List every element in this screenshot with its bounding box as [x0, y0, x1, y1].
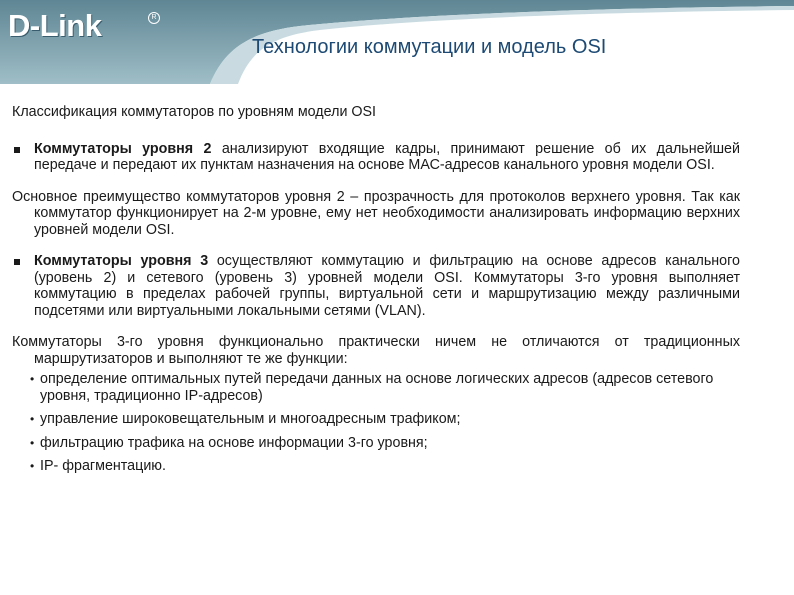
page-title: Технологии коммутации и модель OSI [252, 36, 607, 58]
list-item [30, 411, 740, 428]
dot-bullet-icon: • [30, 459, 35, 473]
registered-mark-icon: R [148, 12, 160, 24]
list-item [30, 371, 740, 404]
slide-content [12, 104, 740, 482]
bullet-layer2 [12, 141, 740, 174]
paragraph-layer3-functions [12, 334, 740, 367]
bullet-layer2-text: анализируют входящие кадры, принимают решение об их дальнейшей передаче и передают их пунктам назначения на основе МАС-адресов канального уровня модели OSI. [34, 140, 740, 173]
square-bullet-icon [14, 147, 20, 153]
functions-list [30, 371, 740, 475]
paragraph-layer2-advantage [12, 189, 740, 239]
dot-bullet-icon: • [30, 412, 35, 426]
dot-bullet-icon: • [30, 435, 35, 450]
section-heading: Классификация коммутаторов по уровням модели OSI [12, 104, 377, 120]
header [0, 0, 794, 84]
bullet-layer3-text: осуществляют коммутацию и фильтрацию на основе адресов канального (уровень 2) и сетевого (уровень 3) уровней модели OSI. Коммутаторы 3-го уровня выполняет коммутацию в пределах рабочей группы, виртуальной сети и маршрутизацию между различными подсетями или виртуальными локальными сетями (VLAN). [34, 253, 740, 319]
list-item-text: управление широковещательным и многоадресным трафиком; [40, 411, 461, 427]
bullet-layer3-lead: Коммутаторы уровня 3 [34, 253, 209, 269]
bullet-layer3 [12, 253, 740, 319]
dot-bullet-icon: • [30, 372, 35, 386]
bullet-layer2-lead: Коммутаторы уровня 2 [34, 140, 212, 157]
list-item-text: фильтрацию трафика на основе информации 3-го уровня; [40, 434, 428, 451]
paragraph-layer2-advantage-text: Основное преимущество коммутаторов уровня 2 – прозрачность для протоколов верхнего уровня. Так как коммутатор функционирует на 2-м уровне, ему нет необходимости анализировать информацию верхних уровней модели OSI. [12, 188, 740, 238]
list-item-text: определение оптимальных путей передачи данных на основе логических адресов (адресов сетевого уровня, традиционно IP-адресов) [40, 371, 714, 404]
list-item [30, 458, 740, 475]
list-item-text: IP- фрагментацию. [40, 458, 167, 474]
list-item [30, 435, 740, 452]
square-bullet-icon [14, 259, 20, 265]
d-link-logo: D-Link [8, 8, 102, 43]
paragraph-layer3-functions-text: Коммутаторы 3-го уровня функционально практически ничем не отличаются от традиционных маршрутизаторов и выполняют те же функции: [12, 334, 740, 367]
